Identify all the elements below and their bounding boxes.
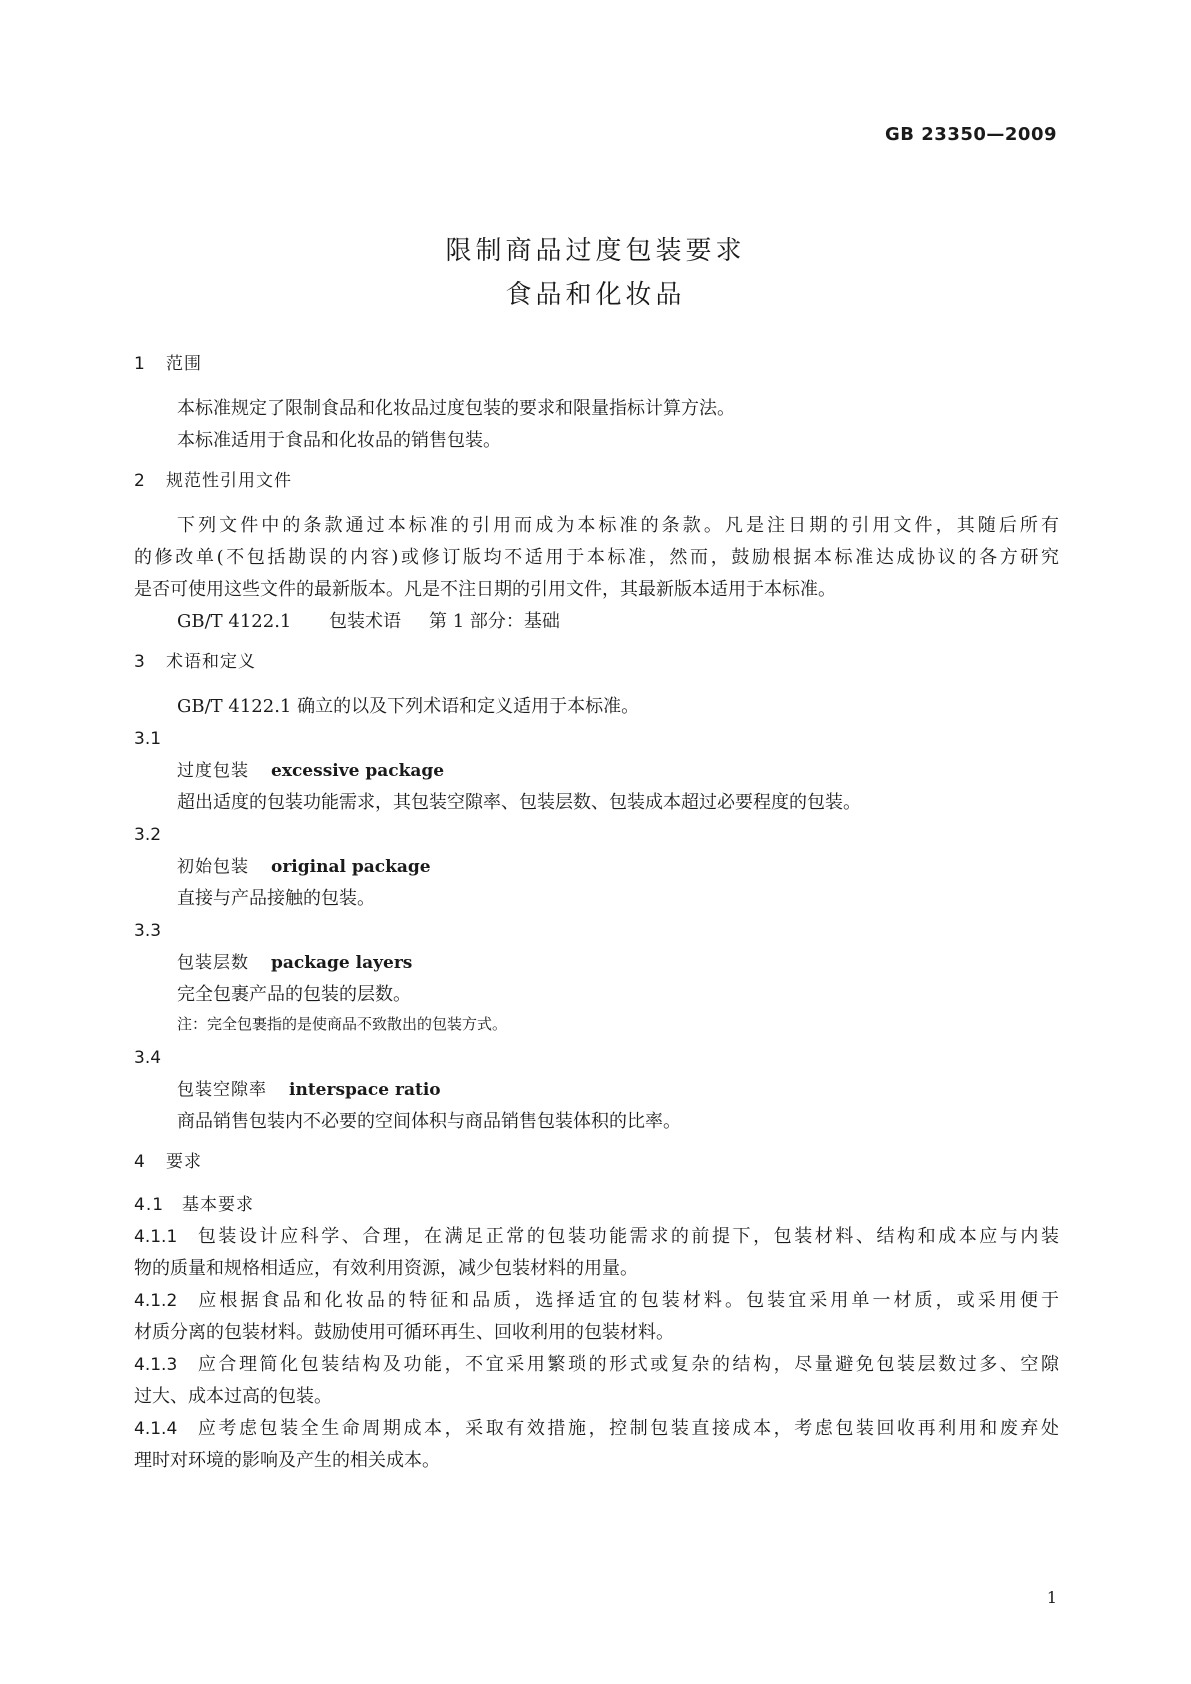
document-subtitle: 食品和化妆品 [505, 280, 686, 310]
clause-text: 应考虑包装全生命周期成本，采取有效措施，控制包装直接成本，考虑包装回收再利用和废弃处 [195, 1418, 1059, 1439]
reference-code: GB/T 4122.1 [177, 611, 292, 632]
term-definition: 商品销售包装内不必要的空间体积与商品销售包装体积的比率。 [177, 1111, 681, 1132]
clause-number: 4.1.4 [134, 1419, 178, 1439]
clause-text: 包装设计应科学、合理，在满足正常的包装功能需求的前提下，包装材料、结构和成本应与内装 [195, 1226, 1059, 1247]
clause-number: 4.1.2 [134, 1291, 178, 1311]
paragraph: GB/T 4122.1 确立的以及下列术语和定义适用于本标准。 [177, 696, 640, 717]
paragraph-line: 下列文件中的条款通过本标准的引用而成为本标准的条款。凡是注日期的引用文件，其随后所有 [177, 515, 1059, 536]
term-number: 3.3 [134, 921, 162, 941]
term-entry [177, 755, 1102, 787]
term-definition: 直接与产品接触的包装。 [177, 888, 375, 909]
clause-text: 应合理简化包装结构及功能，不宜采用繁琐的形式或复杂的结构，尽量避免包装层数过多、空隙 [195, 1354, 1059, 1375]
paragraph-line: 是否可使用这些文件的最新版本。凡是不注日期的引用文件，其最新版本适用于本标准。 [134, 579, 836, 600]
paragraph-line: 的修改单(不包括勘误的内容)或修订版均不适用于本标准，然而，鼓励根据本标准达成协议的各方研究 [134, 547, 1059, 568]
section-4-heading [134, 1146, 1059, 1178]
term-chinese: 包装空隙率 [177, 1080, 267, 1100]
section-title: 范围 [166, 354, 202, 374]
subsection-title: 基本要求 [182, 1195, 255, 1215]
term-definition: 完全包裹产品的包装的层数。 [177, 984, 411, 1005]
term-note: 注：完全包裹指的是使商品不致散出的包装方式。 [177, 1015, 508, 1033]
clause-4-1-3 [134, 1349, 1059, 1381]
clause-text-continued: 材质分离的包装材料。鼓励使用可循环再生、回收利用的包装材料。 [134, 1322, 674, 1343]
paragraph: 本标准规定了限制食品和化妆品过度包装的要求和限量指标计算方法。 [177, 398, 735, 419]
term-number: 3.4 [134, 1048, 162, 1068]
clause-text-continued: 过大、成本过高的包装。 [134, 1386, 332, 1407]
standard-code: GB 23350—2009 [885, 124, 1057, 145]
term-english: package layers [271, 953, 413, 973]
page-number: 1 [1046, 1588, 1057, 1607]
term-entry [177, 947, 1102, 979]
reference-title: 包装术语 [329, 611, 401, 632]
section-number: 2 [134, 471, 146, 491]
section-title: 术语和定义 [166, 652, 256, 672]
clause-text-continued: 物的质量和规格相适应，有效利用资源，减少包装材料的用量。 [134, 1258, 638, 1279]
term-english: excessive package [271, 761, 445, 781]
section-3-heading [134, 646, 1059, 678]
clause-4-1-1 [134, 1221, 1059, 1253]
section-2-heading [134, 465, 1059, 497]
reference-part: 第 1 部分：基础 [429, 611, 560, 632]
term-entry [177, 1074, 1102, 1106]
section-number: 4 [134, 1152, 146, 1172]
clause-number: 4.1.3 [134, 1355, 178, 1375]
subsection-4-1-heading [134, 1189, 1059, 1221]
section-number: 1 [134, 354, 146, 374]
clause-text-continued: 理时对环境的影响及产生的相关成本。 [134, 1450, 440, 1471]
term-entry [177, 851, 1102, 883]
term-definition: 超出适度的包装功能需求，其包装空隙率、包装层数、包装成本超过必要程度的包装。 [177, 792, 861, 813]
section-title: 要求 [166, 1152, 202, 1172]
normative-reference [177, 606, 1102, 638]
term-chinese: 过度包装 [177, 761, 249, 781]
clause-4-1-2 [134, 1285, 1059, 1317]
section-number: 3 [134, 652, 146, 672]
subsection-number: 4.1 [134, 1195, 165, 1215]
clause-number: 4.1.1 [134, 1227, 178, 1247]
term-english: interspace ratio [289, 1080, 441, 1100]
section-1-heading [134, 348, 1059, 380]
term-english: original package [271, 857, 431, 877]
document-title: 限制商品过度包装要求 [445, 236, 746, 266]
term-number: 3.1 [134, 729, 162, 749]
term-chinese: 初始包装 [177, 857, 249, 877]
clause-text: 应根据食品和化妆品的特征和品质，选择适宜的包装材料。包装宜采用单一材质，或采用便于 [195, 1290, 1059, 1311]
clause-4-1-4 [134, 1413, 1059, 1445]
term-chinese: 包装层数 [177, 953, 249, 973]
paragraph: 本标准适用于食品和化妆品的销售包装。 [177, 430, 501, 451]
term-number: 3.2 [134, 825, 162, 845]
section-title: 规范性引用文件 [166, 471, 292, 491]
